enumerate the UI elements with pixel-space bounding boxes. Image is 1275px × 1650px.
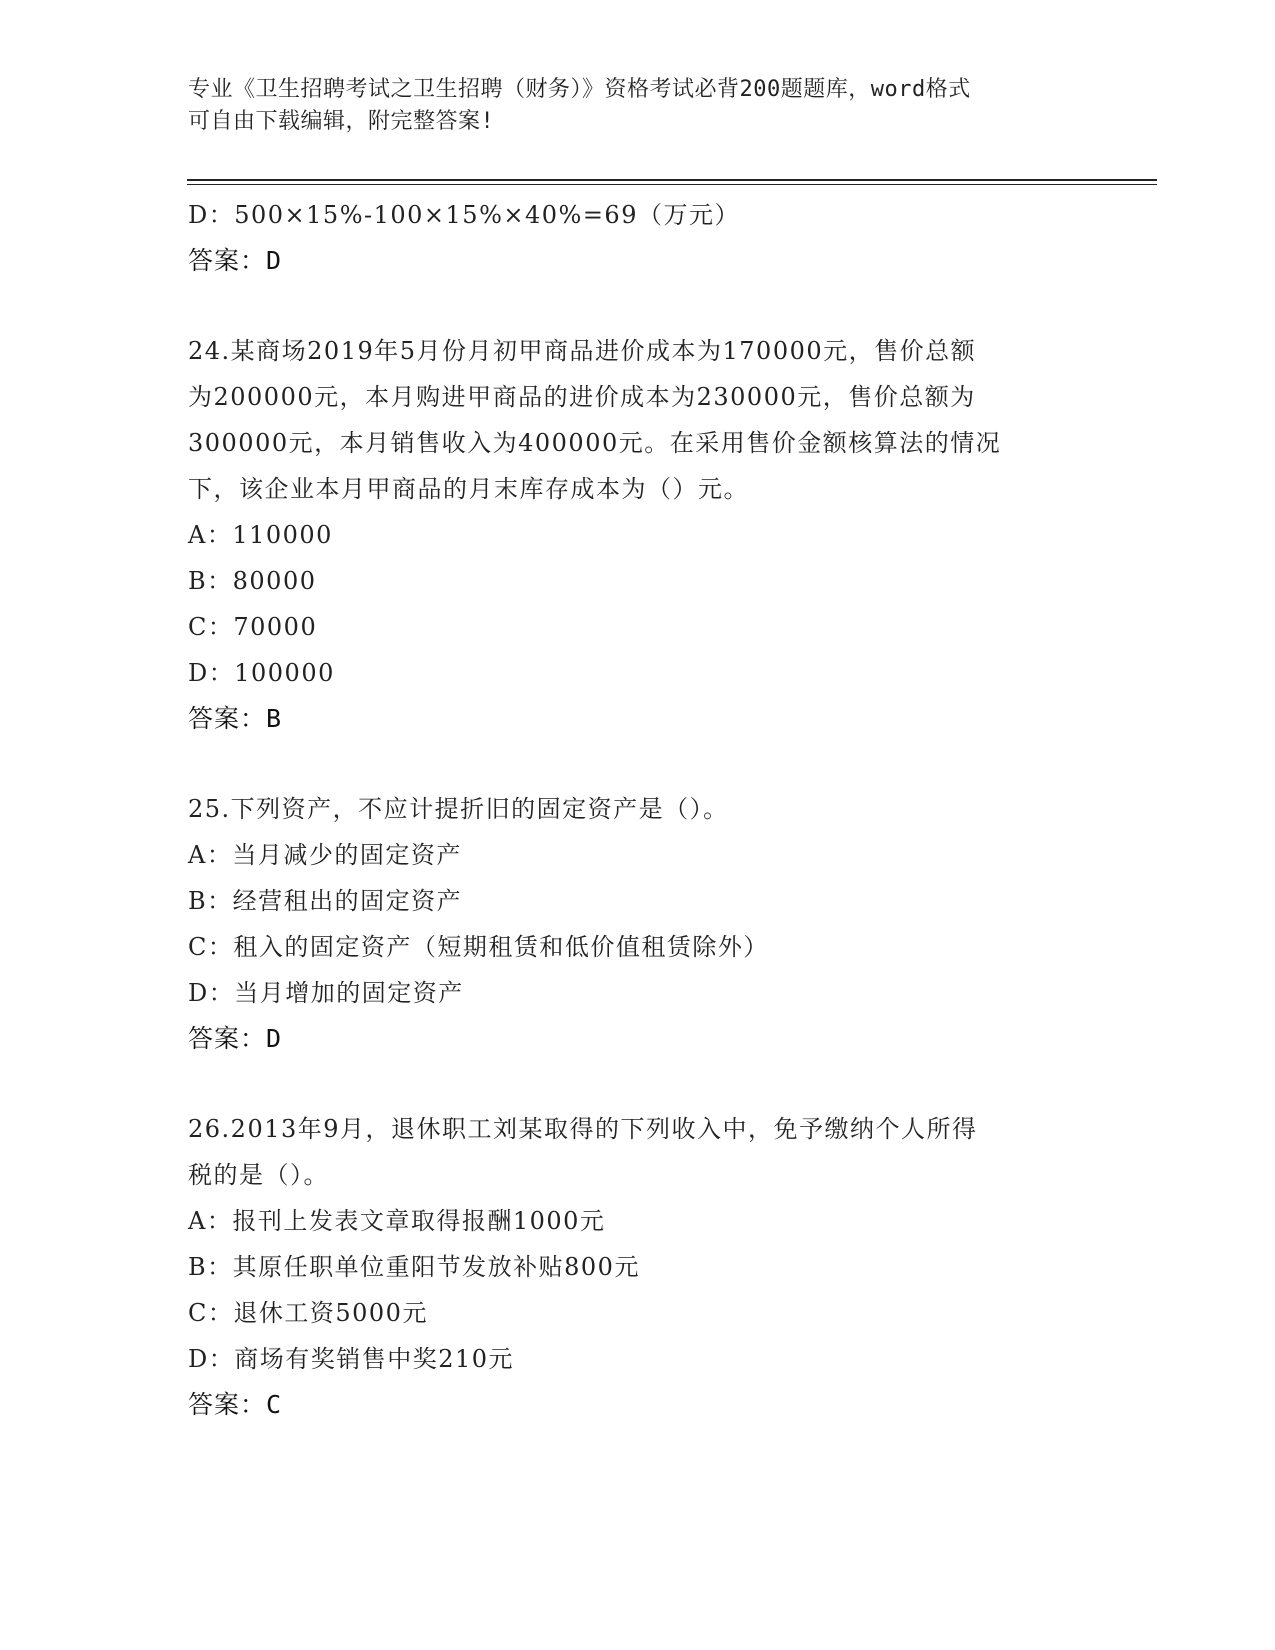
option-d: D：商场有奖销售中奖210元 (188, 1345, 515, 1373)
option-c: C：租入的固定资产（短期租赁和低价值租赁除外） (188, 933, 769, 961)
question-stem-line: 300000元，本月销售收入为400000元。在采用售价金额核算法的情况 (188, 429, 1002, 457)
option-c: C：退休工资5000元 (188, 1299, 428, 1327)
option-a: A：110000 (188, 521, 333, 549)
option-a: A：当月减少的固定资产 (188, 841, 462, 869)
header-divider-thick (187, 179, 1157, 181)
question-stem-line: 为200000元，本月购进甲商品的进价成本为230000元，售价总额为 (188, 383, 976, 411)
option-b: B：经营租出的固定资产 (188, 887, 463, 915)
header-divider-thin (187, 184, 1157, 185)
answer-line: 答案：B (188, 704, 283, 733)
question-stem-line: 25.下列资产，不应计提折旧的固定资产是（）。 (188, 795, 729, 823)
question-26 (188, 1106, 1088, 1428)
option-c: C：70000 (188, 613, 318, 641)
option-d: D：500×15%-100×15%×40%=69（万元） (188, 201, 740, 229)
document-body (188, 192, 1088, 1428)
question-stem-line: 税的是（）。 (188, 1161, 329, 1189)
option-b: B：其原任职单位重阳节发放补贴800元 (188, 1253, 640, 1281)
question-25 (188, 786, 1088, 1062)
answer-line: 答案：D (188, 246, 283, 275)
answer-line: 答案：D (188, 1024, 283, 1053)
question-24 (188, 328, 1088, 742)
question-stem-line: 下，该企业本月甲商品的月末库存成本为（）元。 (188, 475, 749, 503)
option-b: B：80000 (188, 567, 317, 595)
question-stem-line: 26.2013年9月，退休职工刘某取得的下列收入中，免予缴纳个人所得 (188, 1115, 978, 1143)
option-d: D：100000 (188, 659, 335, 687)
answer-line: 答案：C (188, 1390, 283, 1419)
question-stem-line: 24.某商场2019年5月份月初甲商品进价成本为170000元，售价总额 (188, 337, 977, 365)
option-a: A：报刊上发表文章取得报酬1000元 (188, 1207, 606, 1235)
header-line-2: 可自由下载编辑，附完整答案! (188, 109, 495, 134)
previous-question-tail (188, 192, 1088, 284)
header-line-1: 专业《卫生招聘考试之卫生招聘（财务）》资格考试必背200题题库，word格式 (188, 77, 971, 102)
document-header (188, 74, 1068, 138)
option-d: D：当月增加的固定资产 (188, 979, 464, 1007)
